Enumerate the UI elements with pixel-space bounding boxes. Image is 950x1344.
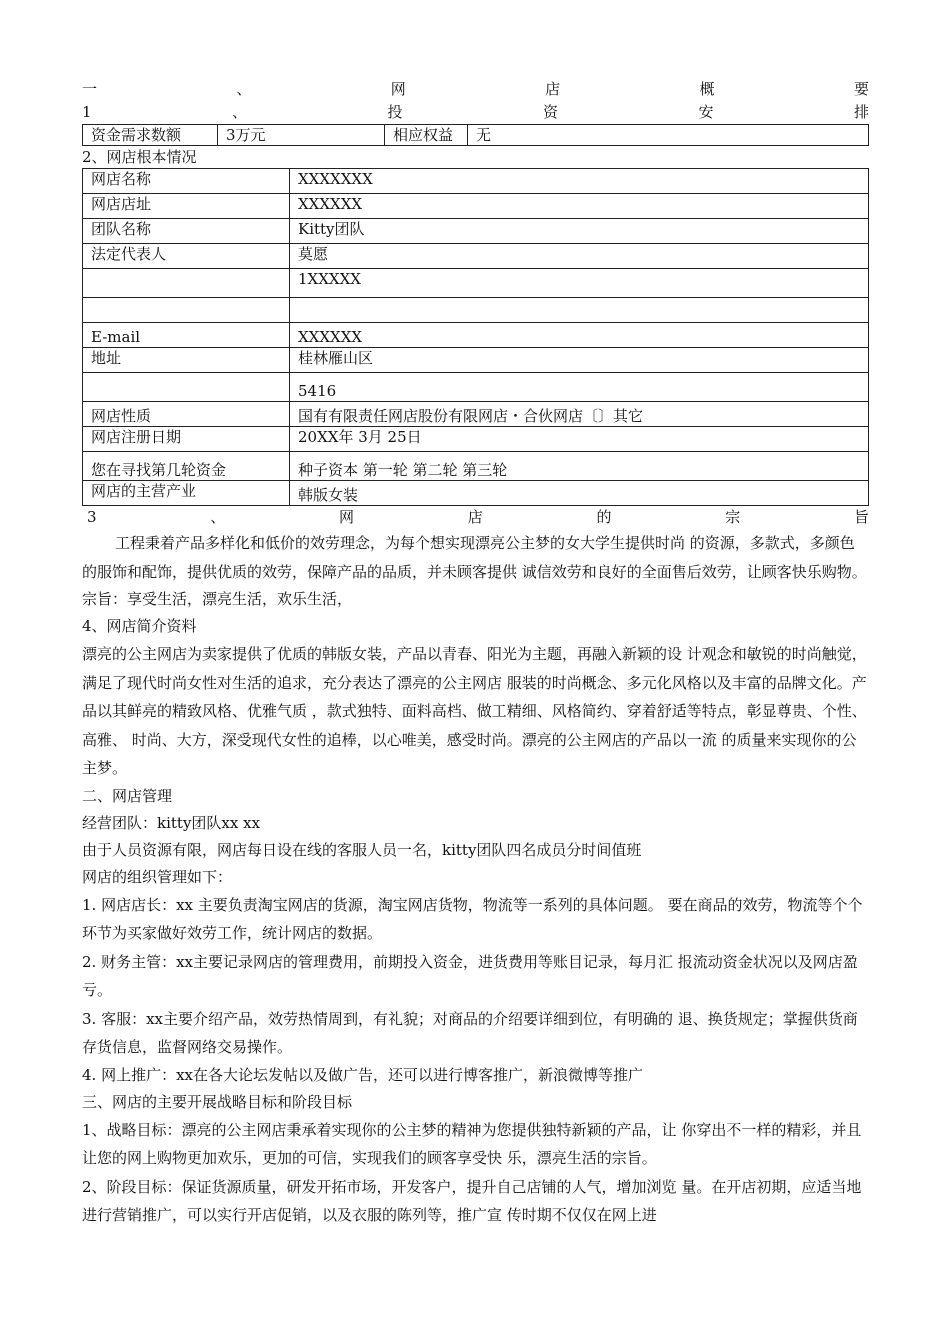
table-cell: XXXXXXX bbox=[290, 169, 869, 194]
table-cell: 资金需求数额 bbox=[83, 125, 218, 146]
table-cell: 网店性质 bbox=[83, 402, 290, 427]
heading-char: 店 bbox=[467, 508, 483, 526]
table-cell: 桂林雁山区 bbox=[290, 348, 869, 373]
list-item: 4. 网上推广：xx在各大论坛发帖以及做广告，还可以进行博客推广，新浪微博等推广 bbox=[82, 1065, 644, 1084]
table-row bbox=[83, 169, 869, 194]
table-cell: 网店的主营产业 bbox=[83, 481, 290, 506]
table-cell: XXXXXX bbox=[290, 323, 869, 348]
heading-overview bbox=[82, 78, 869, 101]
table-cell: E-mail bbox=[83, 323, 290, 348]
table-cell bbox=[83, 269, 290, 298]
list-item: 3. 客服：xx主要介绍产品，效劳热情周到，有礼貌；对商品的介绍要详细到位，有明确的 退、换货规定；掌握供货商存货信息，监督网络交易操作。 bbox=[82, 1009, 858, 1056]
table-cell: 20XX年 3月 25日 bbox=[290, 427, 869, 452]
heading-char: 、 bbox=[210, 508, 226, 526]
investment-table bbox=[82, 124, 869, 146]
list-item: 2、阶段目标：保证货源质量，研发开拓市场，开发客户，提升自己店铺的人气，增加浏览 量。在开店初期，应适当地进行营销推广，可以实行开店促销，以及衣服的陈列等，推广宣 传时期不仅仅在网上进 bbox=[82, 1177, 862, 1224]
table-row bbox=[83, 269, 869, 298]
heading-char: 要 bbox=[853, 80, 869, 98]
table-row bbox=[83, 244, 869, 269]
table-cell: 3万元 bbox=[218, 125, 385, 146]
staff-line: 由于人员资源有限，网店每日设在线的客服人员一名，kitty团队四名成员分时间值班 bbox=[82, 840, 642, 859]
heading-char: 旨 bbox=[853, 508, 869, 526]
table-cell: 种子资本 第一轮 第二轮 第三轮 bbox=[290, 452, 869, 481]
table-row bbox=[83, 481, 869, 506]
table-cell: 韩版女装 bbox=[290, 481, 869, 506]
table-cell: 莫愿 bbox=[290, 244, 869, 269]
table-cell: 1XXXXX bbox=[290, 269, 869, 298]
heading-char: 宗 bbox=[725, 508, 741, 526]
table-row bbox=[83, 452, 869, 481]
heading-char: 1 bbox=[82, 103, 92, 121]
table-cell bbox=[83, 373, 290, 402]
heading-char: 安 bbox=[698, 103, 714, 121]
document-page bbox=[82, 78, 869, 1230]
heading-purpose bbox=[87, 506, 869, 529]
org-line: 网店的组织管理如下： bbox=[82, 867, 233, 886]
section-title: 4、网店简介资料 bbox=[82, 617, 197, 635]
heading-char: 的 bbox=[596, 508, 612, 526]
table-row bbox=[83, 125, 869, 146]
purpose-line: 宗旨：享受生活，漂亮生活，欢乐生活， bbox=[82, 590, 353, 608]
table-row bbox=[83, 194, 869, 219]
heading-char: 概 bbox=[699, 80, 715, 98]
table-row bbox=[83, 402, 869, 427]
table-cell: 5416 bbox=[290, 373, 869, 402]
table-cell: 无 bbox=[468, 125, 869, 146]
heading-char: 网 bbox=[390, 80, 406, 98]
table-cell: XXXXXX bbox=[290, 194, 869, 219]
table-row bbox=[83, 427, 869, 452]
table-cell: 团队名称 bbox=[83, 219, 290, 244]
table-cell: 法定代表人 bbox=[83, 244, 290, 269]
section-title: 三、网店的主要开展战略目标和阶段目标 bbox=[82, 1092, 353, 1111]
table-cell: 相应权益 bbox=[385, 125, 468, 146]
list-item: 1、战略目标：漂亮的公主网店秉承着实现你的公主梦的精神为您提供独特新颖的产品，让 你穿出不一样的精彩，并且让您的网上购物更加欢乐，更加的可信，实现我们的顾客享受快 乐，漂亮生活的宗旨。 bbox=[82, 1120, 862, 1167]
section-title: 2、网店根本情况 bbox=[82, 148, 197, 166]
basic-info-table bbox=[82, 168, 869, 506]
list-item: 1. 网店店长：xx 主要负责淘宝网店的货源，淘宝网店货物，物流等一系列的具体问题。 要在商品的效劳，物流等个个环节为买家做好效劳工作，统计网店的数据。 bbox=[82, 895, 863, 942]
table-cell: 网店店址 bbox=[83, 194, 290, 219]
table-cell: 您在寻找第几轮资金 bbox=[83, 452, 290, 481]
table-cell: 网店注册日期 bbox=[83, 427, 290, 452]
table-cell: 网店名称 bbox=[83, 169, 290, 194]
table-row bbox=[83, 323, 869, 348]
heading-char: 、 bbox=[232, 103, 248, 121]
heading-char: 店 bbox=[545, 80, 561, 98]
team-line: 经营团队：kitty团队xx xx bbox=[82, 813, 261, 832]
heading-char: 、 bbox=[236, 80, 252, 98]
table-cell bbox=[83, 298, 290, 323]
intro-paragraph: 漂亮的公主网店为卖家提供了优质的韩版女装，产品以青春、阳光为主题，再融入新颖的设 计观念和敏锐的时尚触觉，满足了现代时尚女性对生活的追求，充分表达了漂亮的公主网店 服装的时尚概念、多元化风格以及丰富的品牌文化。产品以其鲜亮的精致风格、优雅气质 ，款式独特、面料高档、做工精细、风格简约、穿着舒适等特点，彰显尊贵、个性、高雅、 时尚、大方，深受现代女性的追棒，以心唯美，感受时尚。漂亮的公主网店的产品以一流 的质量来实现你的公主梦。 bbox=[82, 645, 867, 777]
table-row bbox=[83, 298, 869, 323]
heading-char: 一 bbox=[82, 80, 98, 98]
heading-char: 资 bbox=[542, 103, 558, 121]
table-cell: 地址 bbox=[83, 348, 290, 373]
table-row bbox=[83, 348, 869, 373]
heading-char: 3 bbox=[87, 508, 97, 526]
table-row bbox=[83, 219, 869, 244]
table-cell bbox=[290, 298, 869, 323]
list-item: 2. 财务主管：xx主要记录网店的管理费用，前期投入资金，进货费用等账目记录，每月汇 报流动资金状况以及网店盈亏。 bbox=[82, 952, 858, 999]
heading-char: 排 bbox=[853, 103, 869, 121]
table-cell: 国有有限责任网店股份有限网店・合伙网店〔〕其它 bbox=[290, 402, 869, 427]
section-title: 二、网店管理 bbox=[82, 786, 173, 805]
table-cell: Kitty团队 bbox=[290, 219, 869, 244]
heading-investment bbox=[82, 101, 869, 124]
heading-char: 网 bbox=[339, 508, 355, 526]
purpose-paragraph: 工程秉着产品多样化和低价的效劳理念，为每个想实现漂亮公主梦的女大学生提供时尚 的资源，多款式，多颜色的服饰和配饰，提供优质的效劳，保障产品的品质，并未顾客提供 诚信效劳和良好的全面售后效劳，让顾客快乐购物。 bbox=[82, 534, 867, 581]
table-row bbox=[83, 373, 869, 402]
heading-char: 投 bbox=[387, 103, 403, 121]
